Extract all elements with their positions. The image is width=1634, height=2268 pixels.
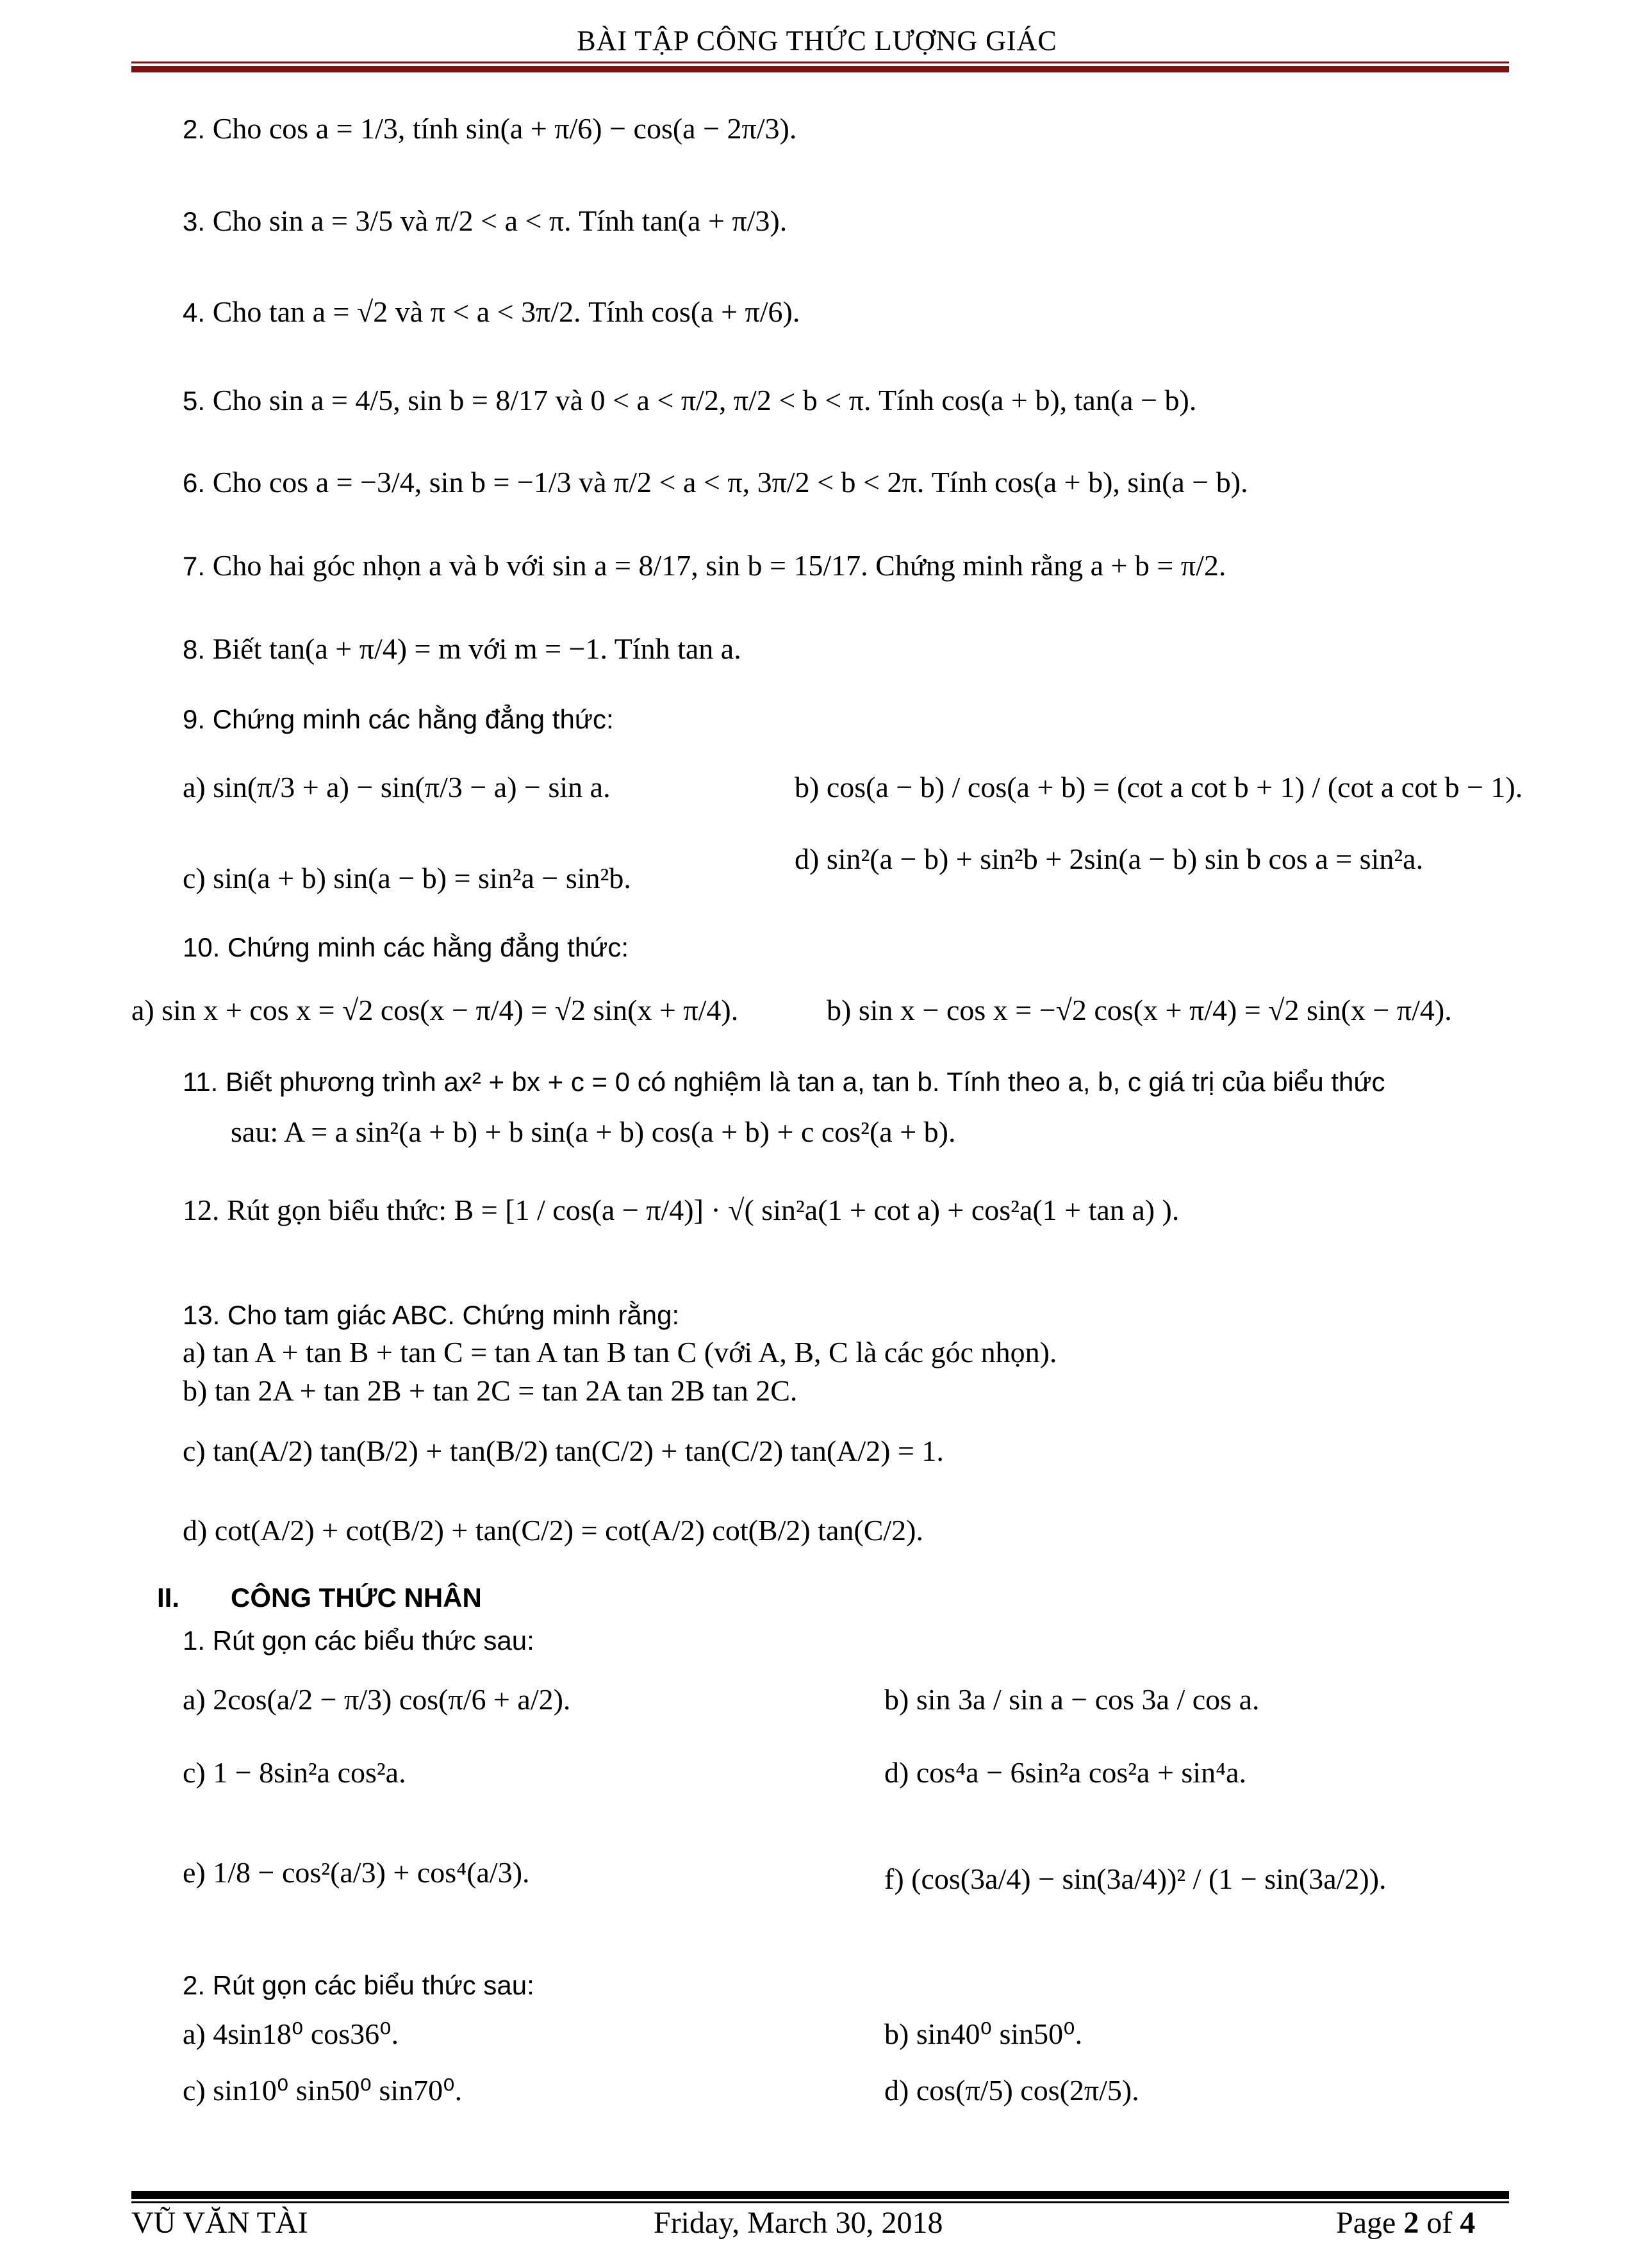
exercise-13d: d) cot(A/2) + cot(B/2) + tan(C/2) = cot(A/2) cot(B/2) tan(C/2). <box>183 1514 923 1547</box>
section-heading: CÔNG THỨC NHÂN <box>231 1582 482 1613</box>
exercise-II1-title: 1. Rút gọn các biểu thức sau: <box>183 1625 534 1656</box>
footer-page-num: 2 <box>1403 2206 1419 2240</box>
footer-author: VŨ VĂN TÀI <box>131 2206 308 2240</box>
exercise-13c: c) tan(A/2) tan(B/2) + tan(B/2) tan(C/2) + tan(C/2) tan(A/2) = 1. <box>183 1434 944 1467</box>
exercise-number: 2. <box>183 114 213 144</box>
header-rule-thin <box>131 62 1509 63</box>
exercise-number: 5. <box>183 386 213 416</box>
exercise-number: 7. <box>183 551 213 581</box>
exercise-II2a: a) 4sin18⁰ cos36⁰. <box>183 2017 399 2050</box>
exercise-10-title: 10. Chứng minh các hằng đẳng thức: <box>183 932 629 962</box>
exercise-II2b: b) sin40⁰ sin50⁰. <box>884 2017 1083 2050</box>
exercise-6: 6. Cho cos a = −3/4, sin b = −1/3 và π/2 < a < π, 3π/2 < b < 2π. Tính cos(a + b), sin(a − b). <box>183 466 1248 498</box>
exercise-number: 6. <box>183 468 213 498</box>
exercise-number: 3. <box>183 206 213 236</box>
exercise-13-title: 13. Cho tam giác ABC. Chứng minh rằng: <box>183 1300 680 1330</box>
footer-page-total: 4 <box>1460 2206 1476 2240</box>
exercise-4: 4. Cho tan a = √2 và π < a < 3π/2. Tính cos(a + π/6). <box>183 295 800 328</box>
exercise-II1b: b) sin 3a / sin a − cos 3a / cos a. <box>884 1683 1260 1716</box>
section-number: II. <box>157 1582 180 1613</box>
exercise-II1d: d) cos⁴a − 6sin²a cos²a + sin⁴a. <box>884 1756 1247 1789</box>
exercise-3: 3. Cho sin a = 3/5 và π/2 < a < π. Tính tan(a + π/3). <box>183 204 788 237</box>
exercise-II2c: c) sin10⁰ sin50⁰ sin70⁰. <box>183 2074 463 2107</box>
exercise-10a: a) sin x + cos x = √2 cos(x − π/4) = √2 sin(x + π/4). <box>131 994 739 1026</box>
exercise-9d: d) sin²(a − b) + sin²b + 2sin(a − b) sin b cos a = sin²a. <box>795 842 1424 875</box>
exercise-II2-title: 2. Rút gọn các biểu thức sau: <box>183 1970 534 2000</box>
exercise-II1f: f) (cos(3a/4) − sin(3a/4))² / (1 − sin(3a/2)). <box>884 1862 1387 1895</box>
exercise-13a: a) tan A + tan B + tan C = tan A tan B tan C (với A, B, C là các góc nhọn). <box>183 1336 1057 1368</box>
exercise-7: 7. Cho hai góc nhọn a và b với sin a = 8/17, sin b = 15/17. Chứng minh rằng a + b = π/2. <box>183 549 1226 582</box>
exercise-13b: b) tan 2A + tan 2B + tan 2C = tan 2A tan 2B tan 2C. <box>183 1374 798 1407</box>
exercise-9c: c) sin(a + b) sin(a − b) = sin²a − sin²b. <box>183 862 631 894</box>
page-title: BÀI TẬP CÔNG THỨC LƯỢNG GIÁC <box>577 25 1057 56</box>
exercise-II2d: d) cos(π/5) cos(2π/5). <box>884 2074 1139 2107</box>
footer-page: Page 2 of 4 <box>1336 2206 1476 2240</box>
exercise-8: 8. Biết tan(a + π/4) = m với m = −1. Tính tan a. <box>183 632 741 665</box>
exercise-10b: b) sin x − cos x = −√2 cos(x + π/4) = √2 sin(x − π/4). <box>827 994 1452 1026</box>
exercise-9b: b) cos(a − b) / cos(a + b) = (cot a cot b + 1) / (cot a cot b − 1). <box>795 771 1523 803</box>
exercise-number: 8. <box>183 634 213 664</box>
footer-date: Friday, March 30, 2018 <box>654 2206 943 2240</box>
header-rule-thick <box>131 66 1509 72</box>
exercise-12: 12. Rút gọn biểu thức: B = [1 / cos(a − π/4)] · √( sin²a(1 + cot a) + cos²a(1 + tan a) ). <box>183 1194 1180 1226</box>
exercise-II1a: a) 2cos(a/2 − π/3) cos(π/6 + a/2). <box>183 1683 571 1716</box>
exercise-9a: a) sin(π/3 + a) − sin(π/3 − a) − sin a. <box>183 771 611 803</box>
exercise-11-line1: 11. Biết phương trình ax² + bx + c = 0 có nghiệm là tan a, tan b. Tính theo a, b, c giá trị của biểu thức <box>183 1067 1385 1097</box>
exercise-2: 2. Cho cos a = 1/3, tính sin(a + π/6) − cos(a − 2π/3). <box>183 112 797 145</box>
exercise-II1c: c) 1 − 8sin²a cos²a. <box>183 1756 406 1789</box>
footer-rule-thick <box>131 2191 1509 2199</box>
exercise-5: 5. Cho sin a = 4/5, sin b = 8/17 và 0 < a < π/2, π/2 < b < π. Tính cos(a + b), tan(a − b). <box>183 384 1197 416</box>
exercise-11-line2: sau: A = a sin²(a + b) + b sin(a + b) cos(a + b) + c cos²(a + b). <box>231 1115 956 1148</box>
footer-rule-thin <box>131 2201 1509 2203</box>
exercise-9-title: 9. Chứng minh các hằng đẳng thức: <box>183 704 614 734</box>
exercise-II1e: e) 1/8 − cos²(a/3) + cos⁴(a/3). <box>183 1856 530 1889</box>
exercise-number: 4. <box>183 297 213 327</box>
